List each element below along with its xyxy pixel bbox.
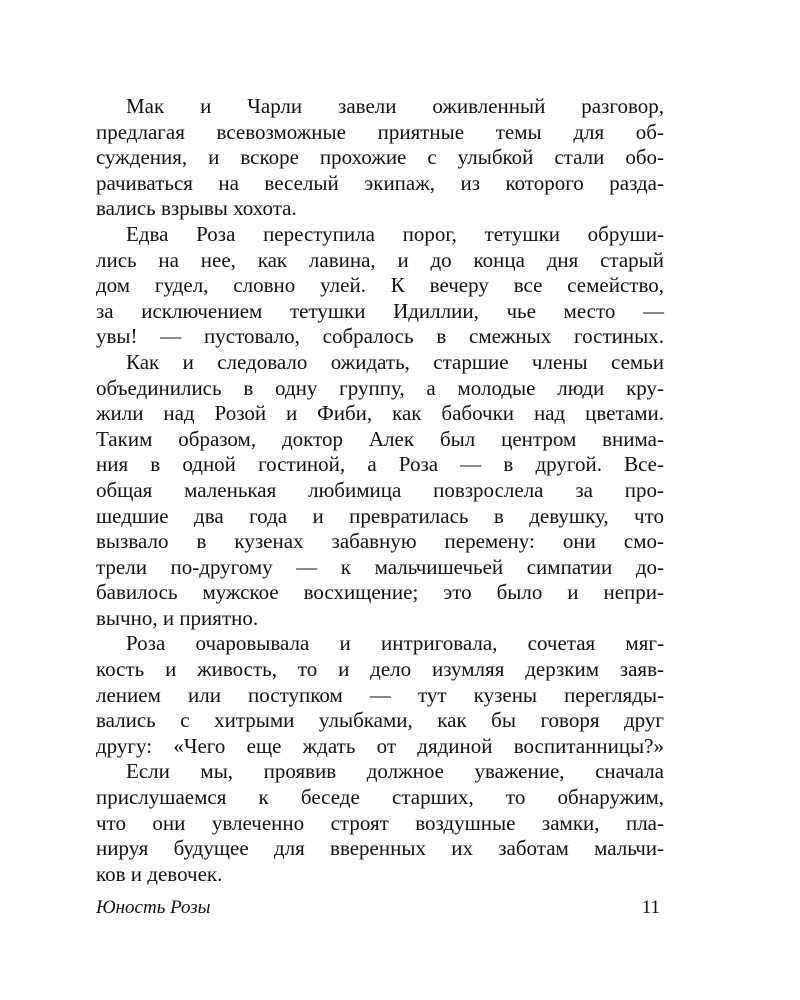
- paragraph-line: предлагая всевозможные приятные темы для об-: [96, 119, 664, 144]
- paragraph-5: [96, 759, 664, 887]
- paragraph-line: ков и девочек.: [96, 861, 223, 886]
- paragraph-line: Как и следовало ожидать, старшие члены семьи: [126, 349, 664, 374]
- paragraph-line: вызвало в кузенах забавную перемену: они смо-: [96, 529, 664, 554]
- paragraph-line: вычно, и приятно.: [96, 605, 259, 630]
- paragraph-line: вались с хитрыми улыбками, как бы говоря друг: [96, 708, 664, 733]
- paragraph-line: общая маленькая любимица повзрослела за про-: [96, 477, 664, 502]
- paragraph-line: что они увлеченно строят воздушные замки, пла-: [96, 810, 664, 835]
- paragraph-line: лись на нее, как лавина, и до конца дня старый: [96, 247, 664, 272]
- page-body-text: [96, 94, 664, 887]
- paragraph-line: за исключением тетушки Идиллии, чье место —: [96, 298, 664, 323]
- paragraph-line: Мак и Чарли завели оживленный разговор,: [126, 94, 664, 118]
- paragraph-line: лением или поступком — тут кузены перегляды-: [96, 682, 664, 707]
- paragraph-3: [96, 350, 664, 632]
- paragraph-line: бавилось мужское восхищение; это было и непри-: [96, 580, 664, 605]
- paragraph-line: шедшие два года и превратилась в девушку, что: [96, 503, 664, 528]
- paragraph-line: Если мы, проявив должное уважение, сначала: [126, 759, 664, 784]
- paragraph-line: Едва Роза переступила порог, тетушки обруши-: [126, 221, 664, 246]
- paragraph-line: рачиваться на веселый экипаж, из которого разда-: [96, 170, 664, 195]
- paragraph-line: Роза очаровывала и интриговала, сочетая мяг-: [126, 631, 664, 656]
- page-number: 11: [641, 897, 660, 918]
- running-title: Юность Розы: [96, 897, 211, 918]
- paragraph-line: нируя будущее для вверенных их заботам мальчи-: [96, 836, 664, 861]
- paragraph-line: объединились в одну группу, а молодые люди кру-: [96, 375, 664, 400]
- paragraph-2: [96, 222, 664, 350]
- paragraph-line: ния в одной гостиной, а Роза — в другой. Все-: [96, 452, 664, 477]
- paragraph-line: увы! — пустовало, собралось в смежных гостиных.: [96, 324, 664, 349]
- paragraph-line: трели по-другому — к мальчишечьей симпатии до-: [96, 554, 664, 579]
- paragraph-line: дом гудел, словно улей. К вечеру все семейство,: [96, 273, 664, 298]
- paragraph-1: [96, 94, 664, 222]
- paragraph-line: другу: «Чего еще ждать от дядиной воспитанницы?»: [96, 733, 664, 758]
- paragraph-4: [96, 631, 664, 759]
- paragraph-line: суждения, и вскоре прохожие с улыбкой стали обо-: [96, 145, 664, 170]
- paragraph-line: жили над Розой и Фиби, как бабочки над цветами.: [96, 401, 664, 426]
- paragraph-line: вались взрывы хохота.: [96, 196, 297, 221]
- page-footer: [96, 897, 660, 923]
- paragraph-line: кость и живость, то и дело изумляя дерзким заяв-: [96, 657, 664, 682]
- paragraph-line: прислушаемся к беседе старших, то обнаружим,: [96, 785, 664, 810]
- paragraph-line: Таким образом, доктор Алек был центром внима-: [96, 426, 664, 451]
